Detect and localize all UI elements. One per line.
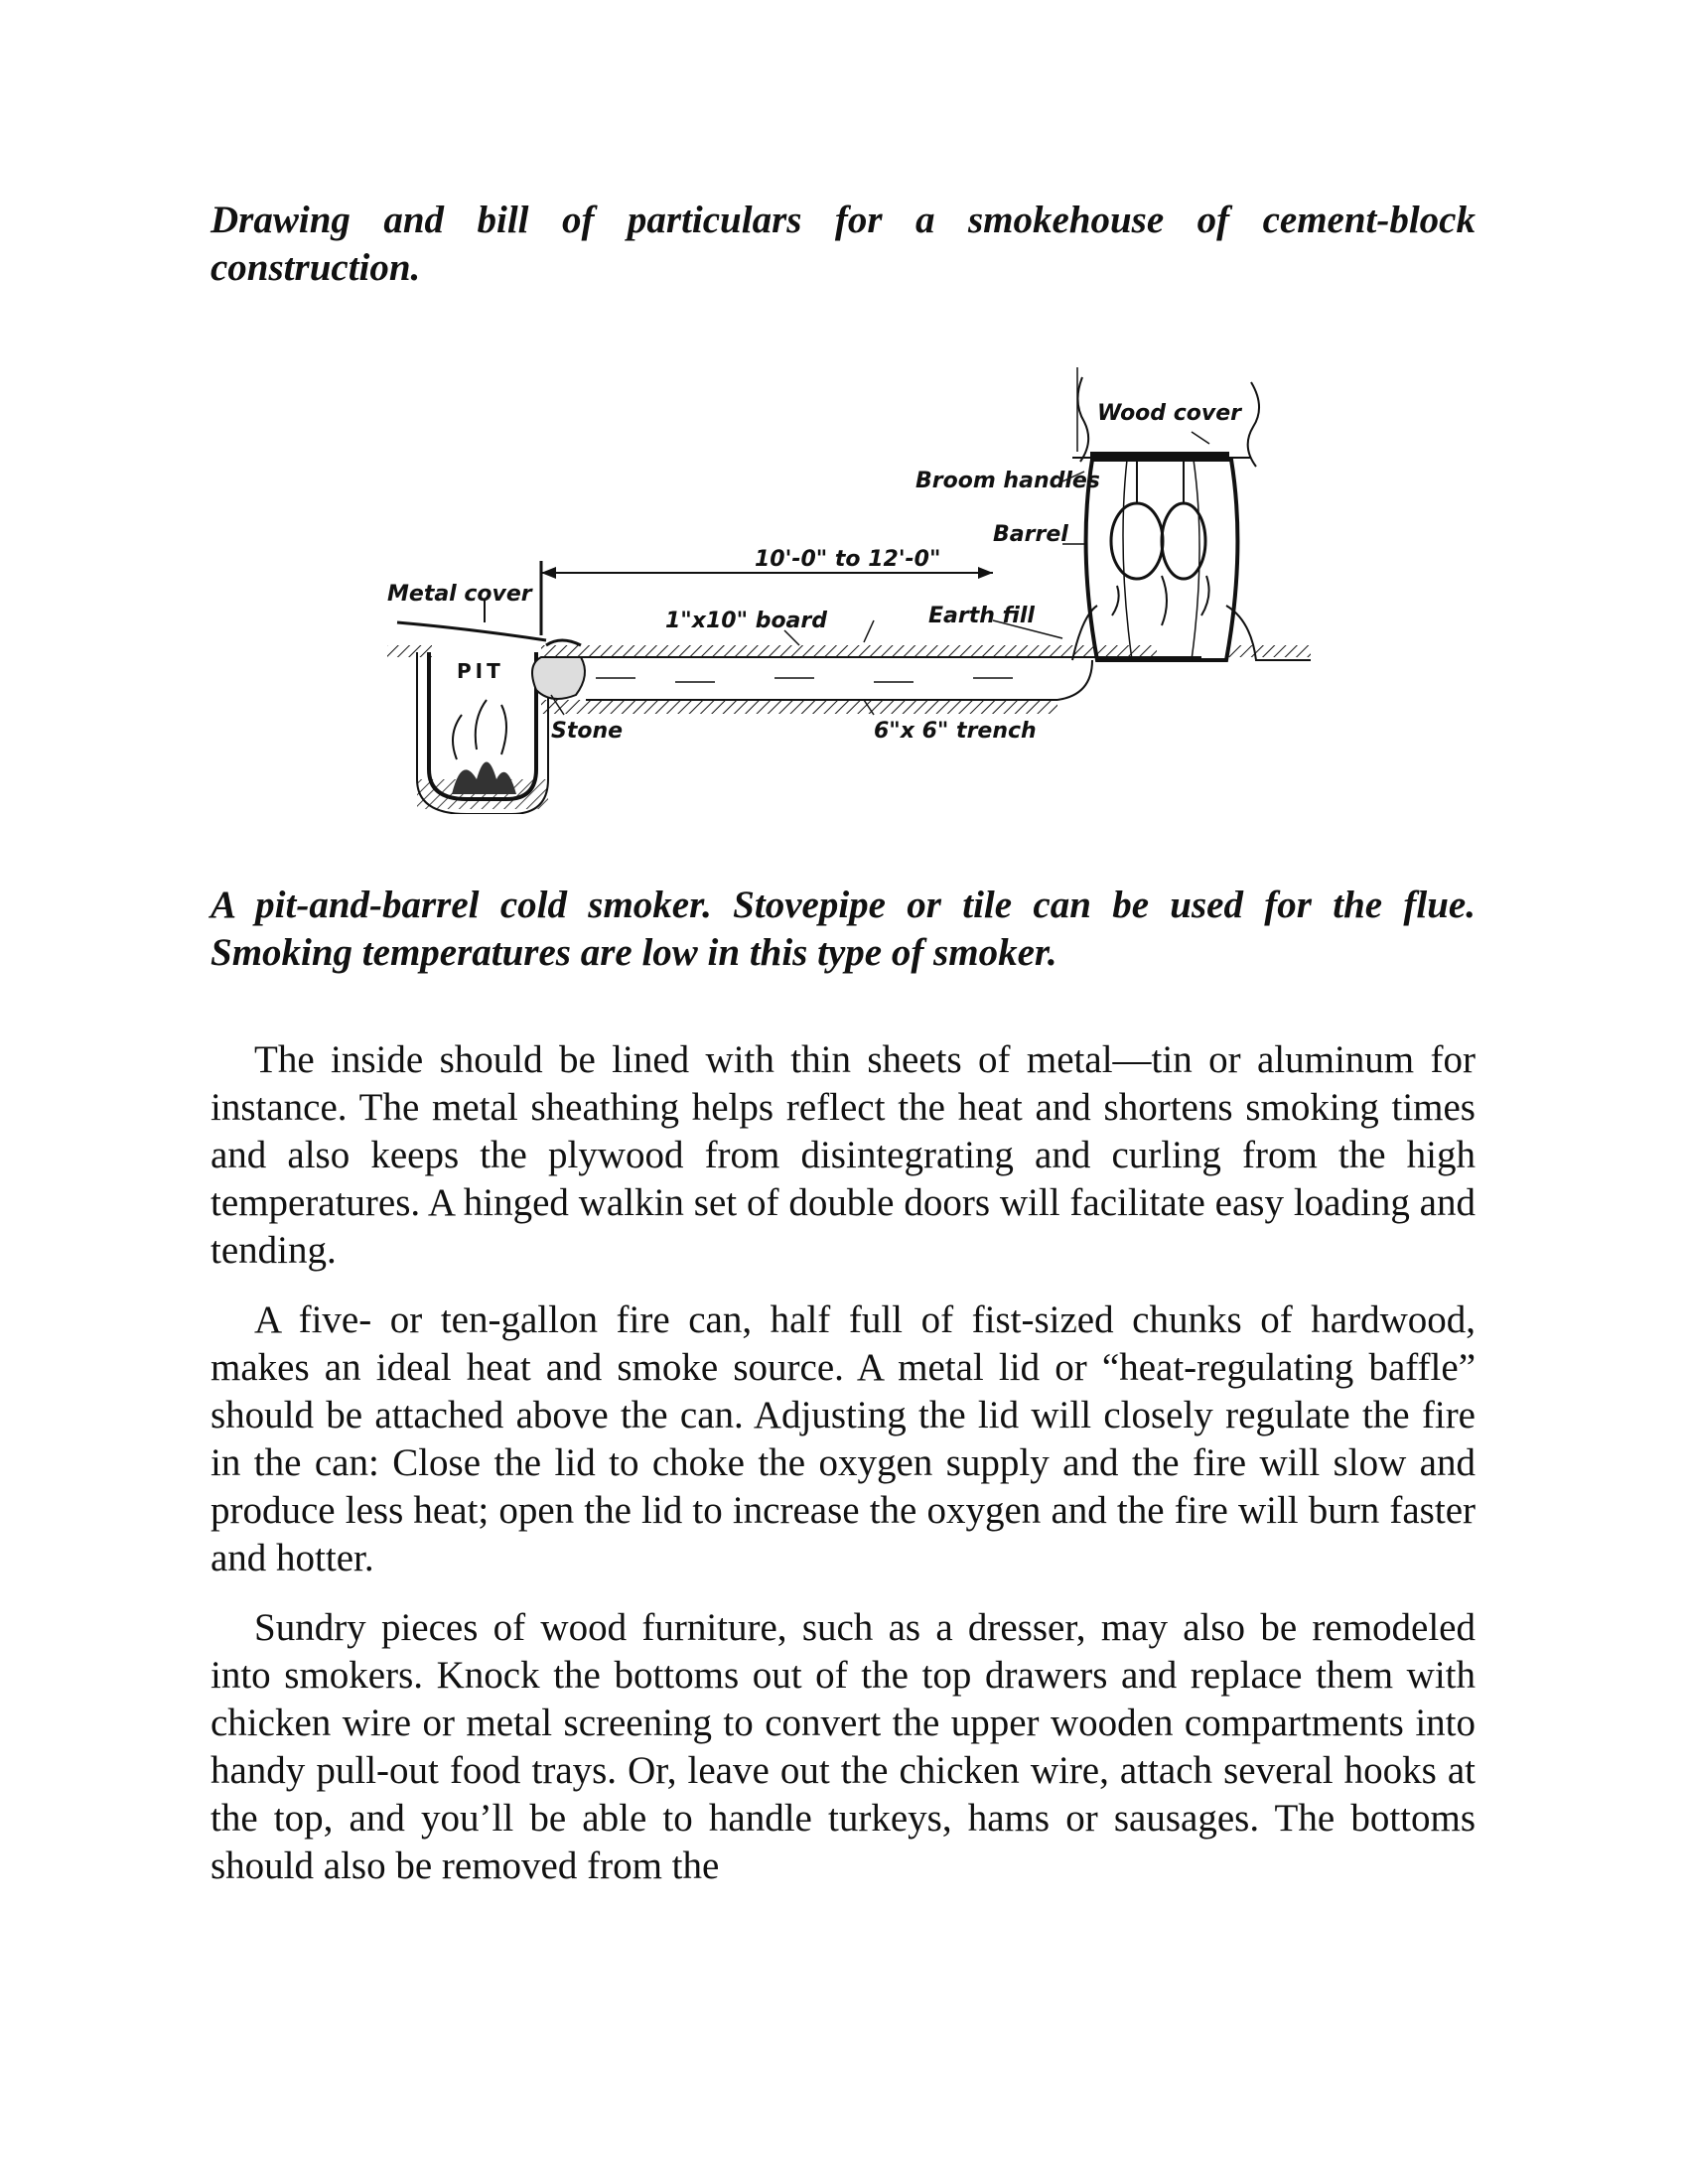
label-earth-fill: Earth fill	[928, 604, 1035, 628]
trench-drawing	[532, 640, 1201, 714]
body-text	[211, 1036, 1476, 1912]
figure-caption-top: Drawing and bill of particulars for a smokehouse of cement-block construction.	[211, 199, 1476, 289]
label-stone: Stone	[551, 719, 624, 744]
label-trench: 6"x 6" trench	[874, 719, 1037, 744]
label-barrel: Barrel	[993, 522, 1068, 547]
label-broom-handles: Broom handles	[915, 469, 1100, 493]
paragraph: Sundry pieces of wood furniture, such as a dresser, may also be remodeled into smokers. Knock the bottoms out of the top drawers and replace them with chicken wire or metal screening to convert the upper wooden compartments into handy pull-out food trays. Or, leave out the chicken wire, attach several hooks at the top, and you’ll be able to handle turkeys, hams or sausages. The bottoms should also be removed from the	[211, 1606, 1476, 1887]
label-board: 1"x10" board	[665, 609, 828, 633]
figure-caption-middle: A pit-and-barrel cold smoker. Stovepipe or tile can be used for the flue. Smoking temperatures are low in this type of smoker.	[211, 884, 1476, 974]
ground-left	[387, 645, 432, 657]
paragraph: The inside should be lined with thin sheets of metal—tin or aluminum for instance. The metal sheathing helps reflect the heat and shortens smoking times and also keeps the plywood from disintegrating and curling from the high temperatures. A hinged walkin set of double doors will facilitate easy loading and tending.	[211, 1038, 1476, 1272]
label-wood-cover: Wood cover	[1097, 401, 1241, 426]
label-dimension: 10'-0" to 12'-0"	[755, 547, 941, 572]
label-pit: PIT	[457, 659, 504, 683]
paragraph: A five- or ten-gallon fire can, half full of fist-sized chunks of hardwood, makes an ideal heat and smoke source. A metal lid or “heat-regulating baffle” should be attached above the can. Adjusting the lid will closely regulate the fire in the can: Close the lid to choke the oxygen supply and the fire will slow and produce less heat; open the lid to increase the oxygen and the fire will burn faster and hotter.	[211, 1298, 1476, 1579]
label-metal-cover: Metal cover	[387, 582, 532, 607]
smoker-diagram	[377, 362, 1316, 814]
